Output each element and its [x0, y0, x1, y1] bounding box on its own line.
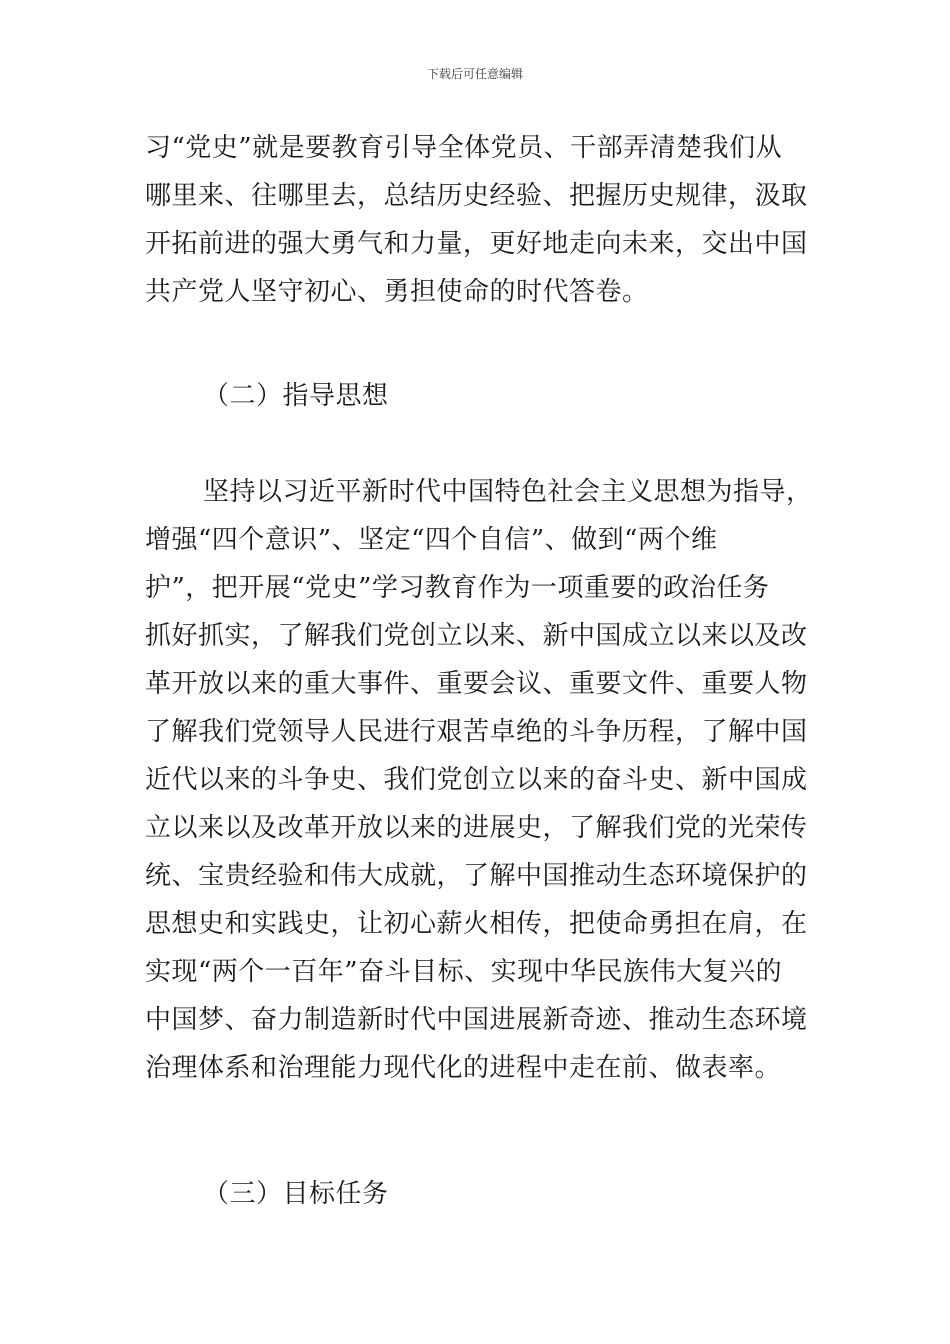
- text-line: 思想史和实践史，让初心薪火相传，把使命勇担在肩，在: [145, 909, 808, 939]
- paragraph-guiding-ideology: [145, 468, 815, 1092]
- section-heading-goals-tasks: [203, 1170, 873, 1218]
- text-line: 统、宝贵经验和伟大成就，了解中国推动生态环境保护的: [145, 861, 808, 891]
- page-header-note: 下载后可任意编辑: [426, 67, 523, 81]
- text-line: 开拓前进的强大勇气和力量，更好地走向未来，交出中国: [145, 229, 808, 259]
- section-heading: （三）目标任务: [203, 1179, 389, 1209]
- text-line: 习“党史”就是要教育引导全体党员、干部弄清楚我们从: [145, 133, 783, 163]
- text-line: 护”，把开展“党史”学习教育作为一项重要的政治任务: [145, 573, 770, 603]
- text-line: 增强“四个意识”、坚定“四个自信”、做到“两个维: [145, 525, 718, 555]
- text-line: 哪里来、往哪里去，总结历史经验、把握历史规律，汲取: [145, 181, 808, 211]
- text-line: 坚持以习近平新时代中国特色社会主义思想为指导，: [203, 477, 813, 507]
- text-line: 治理体系和治理能力现代化的进程中走在前、做表率。: [145, 1053, 782, 1083]
- text-line: 近代以来的斗争史、我们党创立以来的奋斗史、新中国成: [145, 765, 808, 795]
- paragraph-purpose-continued: [145, 124, 815, 316]
- text-line: 了解我们党领导人民进行艰苦卓绝的斗争历程，了解中国: [145, 717, 808, 747]
- text-line: 革开放以来的重大事件、重要会议、重要文件、重要人物: [145, 669, 808, 699]
- section-heading-guiding-ideology: [203, 372, 873, 420]
- text-line: 共产党人坚守初心、勇担使命的时代答卷。: [145, 277, 649, 307]
- section-heading: （二）指导思想: [203, 381, 389, 411]
- text-line: 中国梦、奋力制造新时代中国进展新奇迹、推动生态环境: [145, 1005, 808, 1035]
- text-line: 抓好抓实，了解我们党创立以来、新中国成立以来以及改: [145, 621, 808, 651]
- text-line: 立以来以及改革开放以来的进展史，了解我们党的光荣传: [145, 813, 808, 843]
- text-line: 实现“两个一百年”奋斗目标、实现中华民族伟大复兴的: [145, 957, 783, 987]
